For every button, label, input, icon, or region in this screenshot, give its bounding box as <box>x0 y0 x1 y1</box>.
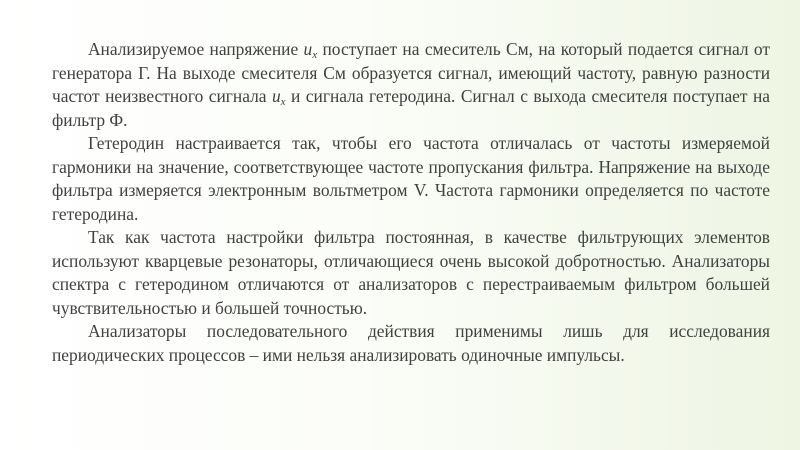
paragraph-filter: Так как частота настройки фильтра постоянная, в качестве фильтрующих элементов используют кварцевые резонаторы, отличающиеся очень высокой добротностью. Анализаторы спектра с гетеродином отличаются от анализаторов с перестраиваемым фильтром большей чувствительностью и большей точностью. <box>52 227 770 318</box>
voltage-variable <box>304 39 318 59</box>
variable-u: u <box>303 39 313 59</box>
paragraph-mixer <box>52 38 770 132</box>
voltage-variable-2 <box>272 86 286 106</box>
paragraph-1-text-b: поступает на смеситель См, на который подается сигнал от генератора Г. На выходе смесителя См образуется сигнал, имеющий частоту, равную разности частот неизвестного сигнала <box>52 39 770 106</box>
paragraph-sequential: Анализаторы последовательного действия применимы лишь для исследования периодических процессов – ими нельзя анализировать одиночные импульсы. <box>52 321 770 365</box>
variable-subscript-x: x <box>312 49 318 61</box>
variable-u-2: u <box>271 86 281 106</box>
text-body <box>52 38 770 367</box>
variable-subscript-x-2: x <box>280 96 286 108</box>
paragraph-heterodyne: Гетеродин настраивается так, чтобы его частота отличалась от частоты измеряемой гармоники на значение, соответствующее частоте пропускания фильтра. Напряжение на выходе фильтра измеряется электронным вольтметром V. Частота гармоники определяется по частоте гетеродина. <box>52 133 770 224</box>
paragraph-1-text-a: Анализируемое напряжение <box>88 39 304 59</box>
paragraph-1-text-c: и сигнала гетеродина. Сигнал с выхода смесителя поступает на фильтр Ф. <box>52 86 770 130</box>
